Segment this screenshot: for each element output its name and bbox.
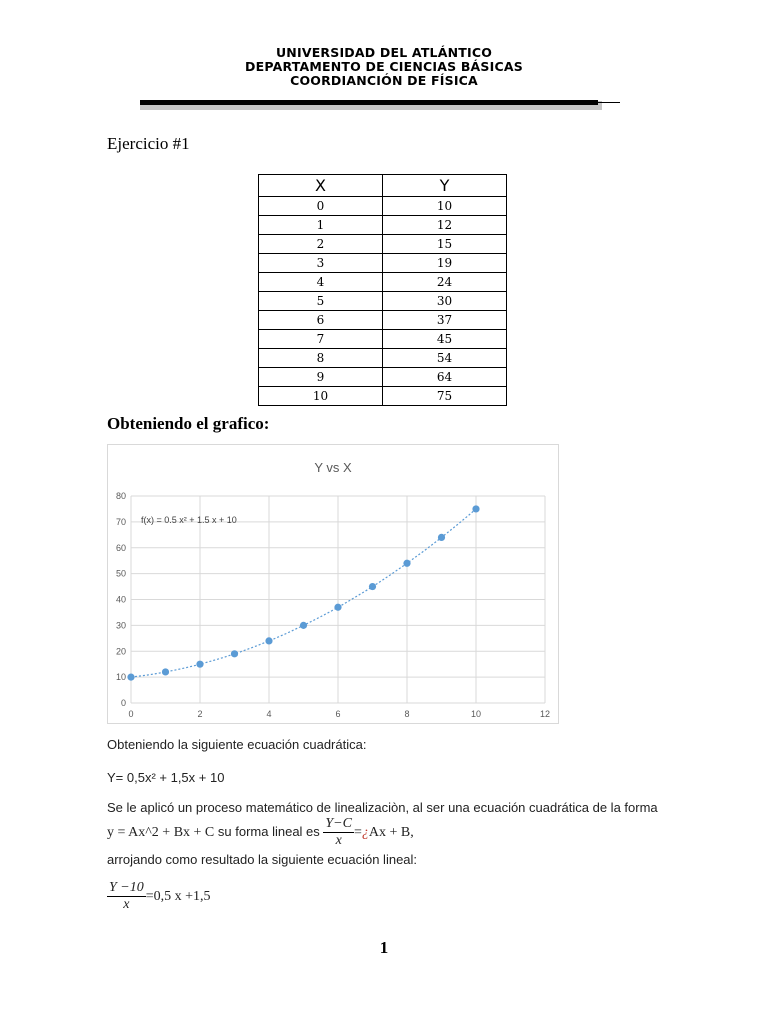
linear-form-tail: Ax + B, [368,824,414,840]
table-row [259,387,507,406]
table-row [259,254,507,273]
linear-form-label: su forma lineal es [214,823,324,839]
cell-y: 37 [383,311,507,330]
linear-equation [107,880,211,913]
fraction-numerator: Y−C [325,816,352,831]
chart-container [107,444,559,724]
quadratic-equation: Y= 0,5x² + 1,5x + 10 [107,770,225,785]
department-name: DEPARTAMENTO DE CIENCIAS BÁSICAS [245,59,523,74]
cell-x: 6 [259,311,383,330]
coordination-name: COORDIANCIÓN DE FÍSICA [290,73,478,88]
column-header-x: X [259,175,383,197]
cell-y: 24 [383,273,507,292]
general-form: y = Ax^2 + Bx + C [107,824,215,840]
cell-x: 4 [259,273,383,292]
missing-glyph: ¿ [361,824,369,840]
result-fraction [107,880,146,913]
cell-x: 10 [259,387,383,406]
table-row [259,330,507,349]
cell-y: 12 [383,216,507,235]
trendline [131,509,476,677]
fraction-denominator: x [335,833,342,848]
chart-title: Y vs X [314,460,352,475]
data-point [231,650,238,657]
data-point [403,560,410,567]
data-point [369,583,376,590]
y-tick-label: 50 [115,568,126,579]
header-rule-tail [598,102,620,103]
cell-y: 10 [383,197,507,216]
x-tick-label: 10 [470,709,482,719]
x-tick-label: 2 [197,709,203,719]
result-denominator: x [123,897,130,912]
scatter-chart [108,445,558,723]
data-point [127,674,134,681]
cell-x: 1 [259,216,383,235]
cell-y: 15 [383,235,507,254]
y-tick-label: 60 [115,542,126,553]
x-tick-label: 12 [539,709,551,719]
cell-x: 9 [259,368,383,387]
data-point [438,534,445,541]
graph-heading: Obteniendo el grafico: [107,414,270,433]
data-point [196,661,203,668]
table-row [259,311,507,330]
trendline-equation: f(x) = 0.5 x² + 1.5 x + 10 [141,515,237,525]
result-text: arrojando como resultado la siguiente ecuación lineal: [107,852,418,867]
cell-x: 5 [259,292,383,311]
table-row [259,273,507,292]
cell-y: 30 [383,292,507,311]
cell-y: 75 [383,387,507,406]
cell-x: 8 [259,349,383,368]
y-tick-label: 20 [115,646,126,657]
cell-x: 2 [259,235,383,254]
y-tick-label: 30 [115,620,126,631]
data-point [162,668,169,675]
cell-x: 0 [259,197,383,216]
data-point [300,622,307,629]
document-header [0,46,768,88]
cell-y: 19 [383,254,507,273]
y-tick-label: 10 [115,672,126,683]
cell-x: 3 [259,254,383,273]
data-point [334,604,341,611]
result-equation-tail: =0,5 x +1,5 [145,888,211,904]
linearization-text: Se le aplicó un proceso matemático de linealizaciòn, al ser una ecuación cuadrática de la forma [107,800,658,815]
table-row [259,368,507,387]
table-row [259,235,507,254]
x-tick-label: 4 [266,709,272,719]
intro-text: Obteniendo la siguiente ecuación cuadrática: [107,737,367,752]
linear-form-line [107,816,414,849]
cell-y: 45 [383,330,507,349]
cell-y: 64 [383,368,507,387]
y-tick-label: 80 [115,491,126,501]
y-tick-label: 40 [115,594,126,605]
cell-y: 54 [383,349,507,368]
table-row [259,292,507,311]
column-header-y: Y [383,175,507,197]
table-header-row [259,175,507,197]
x-tick-label: 0 [128,709,134,719]
y-tick-label: 70 [115,516,126,527]
x-tick-label: 8 [404,709,410,719]
y-tick-label: 0 [120,698,126,708]
table-row [259,349,507,368]
exercise-title: Ejercicio #1 [107,134,190,153]
cell-x: 7 [259,330,383,349]
header-rule [140,100,598,105]
linear-fraction [323,816,354,849]
data-point [265,637,272,644]
x-tick-label: 6 [335,709,341,719]
table-row [259,216,507,235]
equals-sign: = [353,824,362,840]
result-numerator: Y −10 [109,880,144,895]
data-table [258,174,507,406]
page-number: 1 [379,938,389,957]
table-row [259,197,507,216]
university-name: UNIVERSIDAD DEL ATLÁNTICO [275,45,493,60]
data-point [472,505,479,512]
